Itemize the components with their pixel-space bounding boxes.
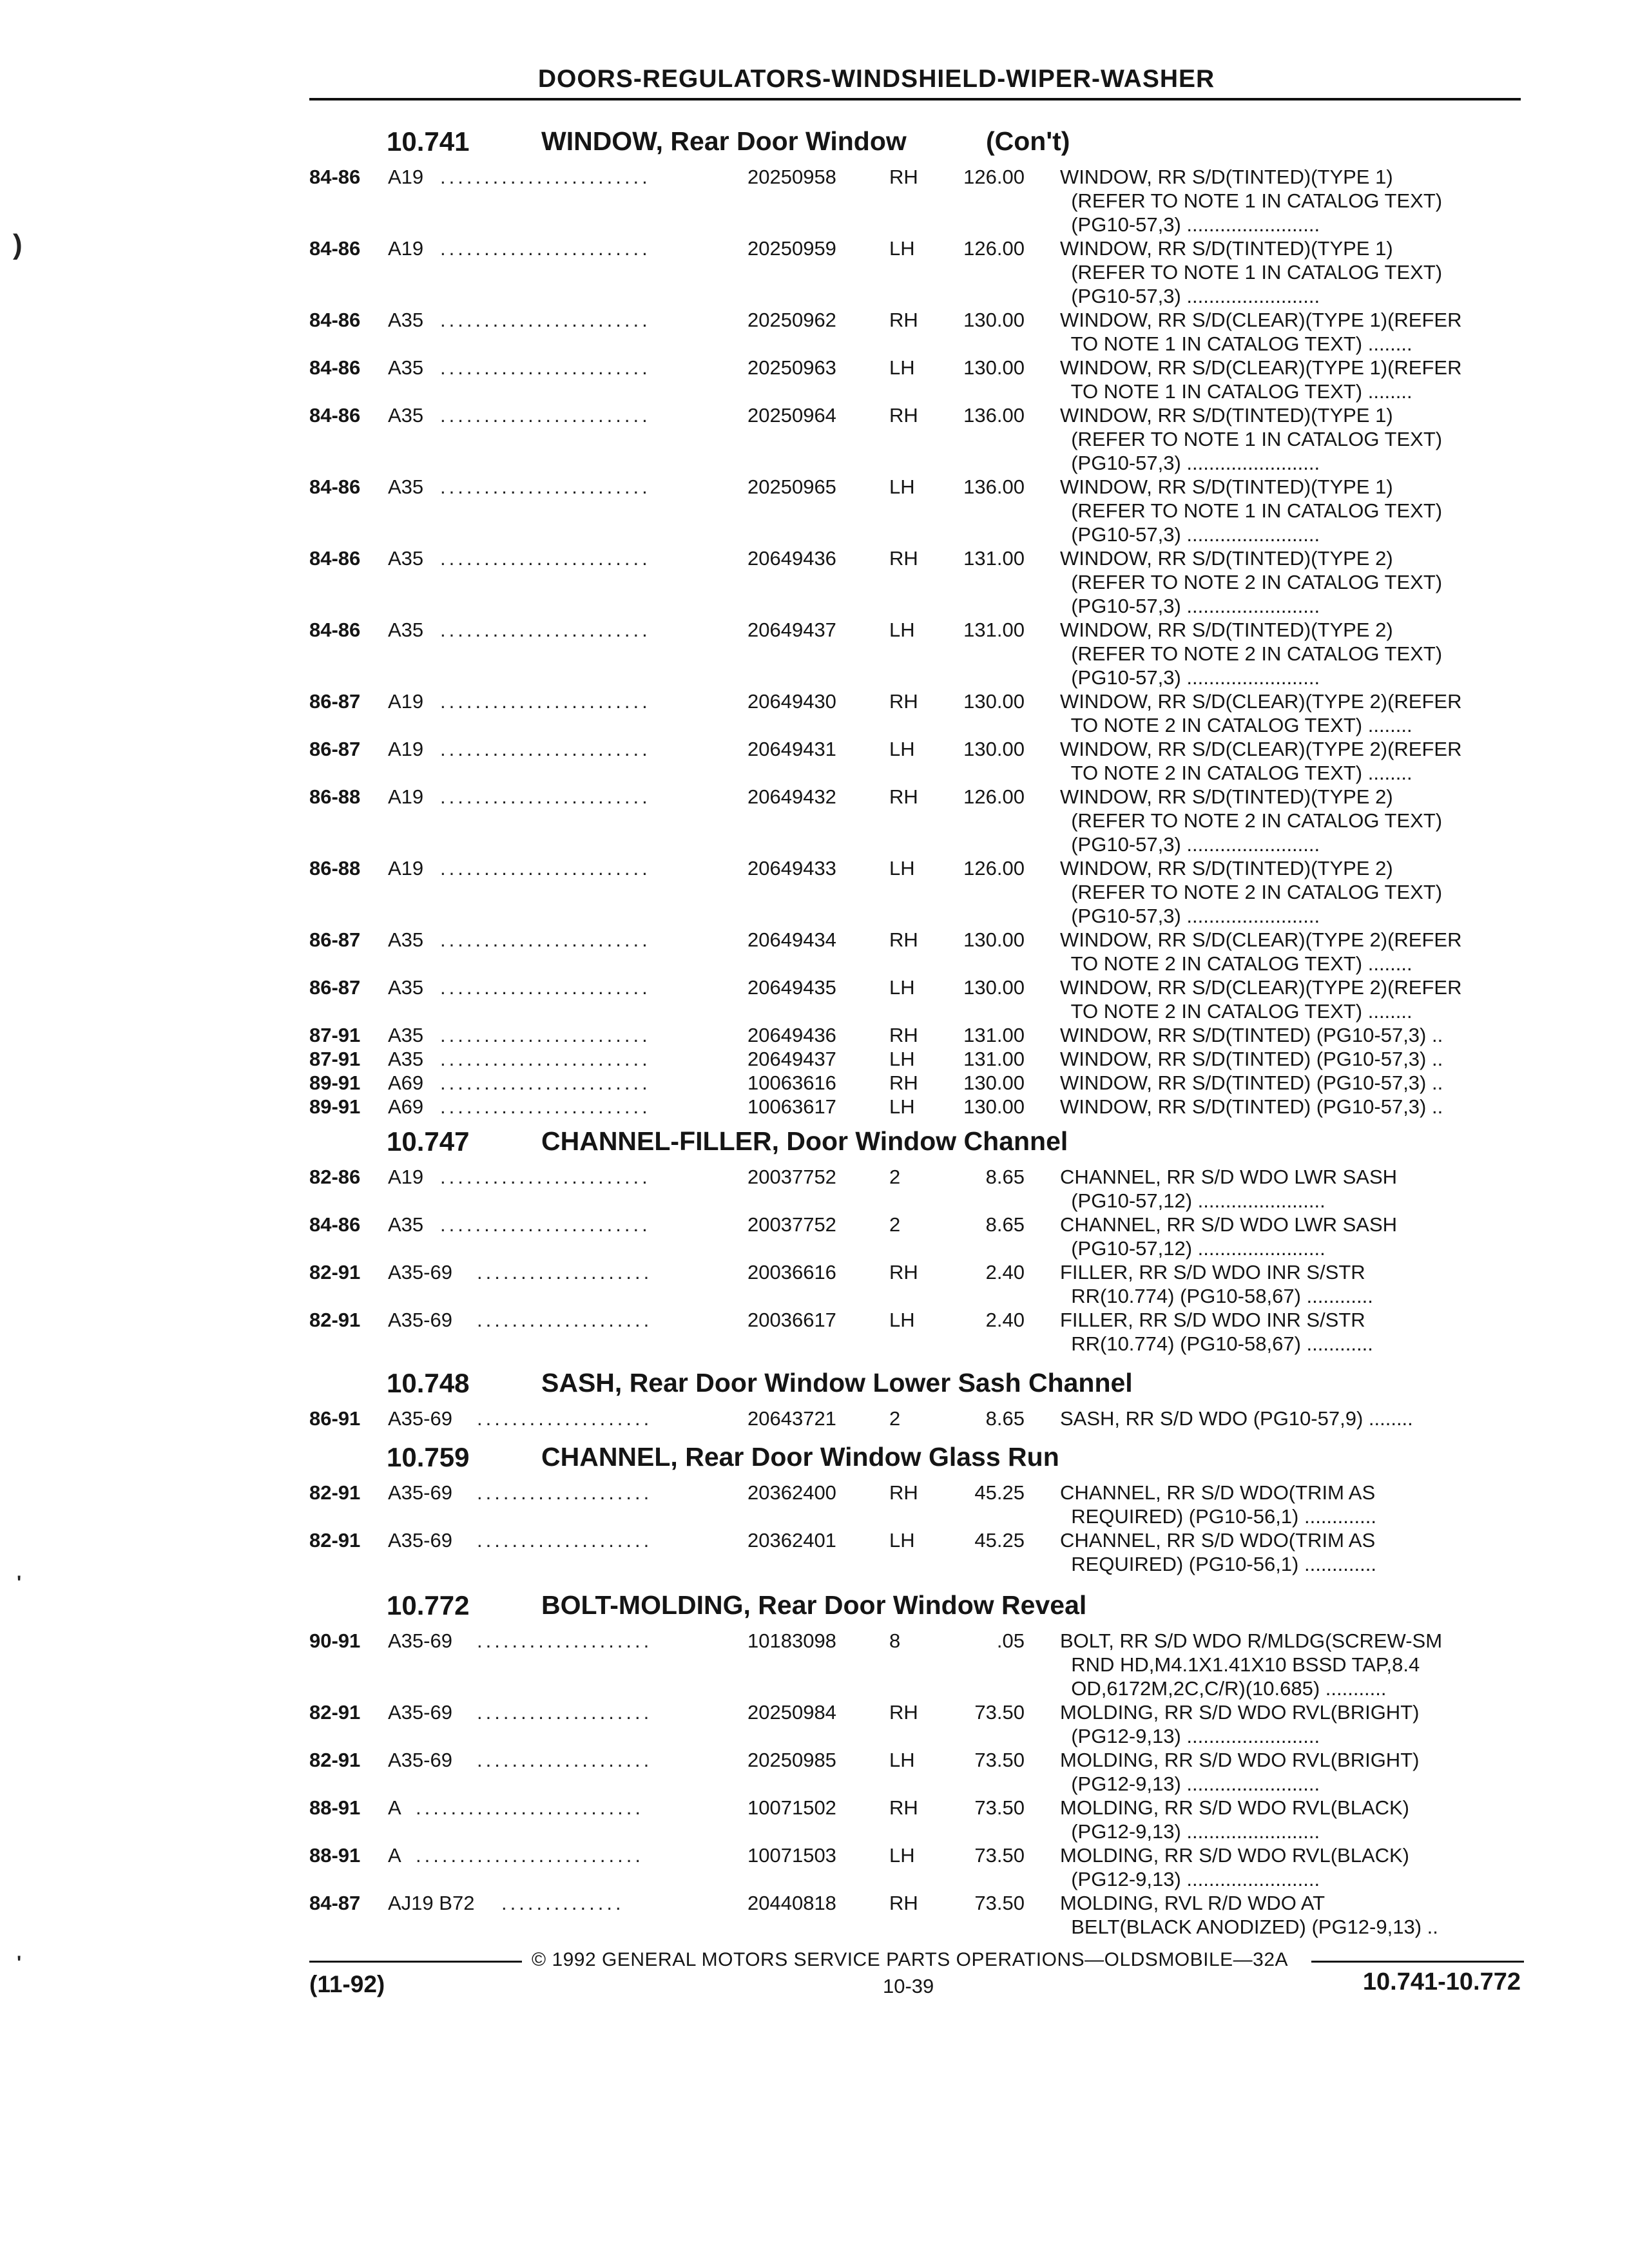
part-description: CHANNEL, RR S/D WDO(TRIM AS REQUIRED) (PG10-56,1) ............. [1060, 1481, 1376, 1528]
section-header [309, 1585, 1521, 1629]
section-number: 10.772 [387, 1590, 470, 1620]
part-number: 10071503 [747, 1844, 836, 1867]
part-row [309, 1843, 1521, 1891]
part-number: 20250958 [747, 166, 836, 188]
quantity-side: RH [889, 690, 918, 713]
leader-dots: .................... [477, 1309, 653, 1331]
model-years: 84-87 [309, 1892, 361, 1914]
part-number: 20649436 [747, 547, 836, 570]
part-description: WINDOW, RR S/D(CLEAR)(TYPE 2)(REFER TO NOTE 2 IN CATALOG TEXT) ........ [1060, 928, 1462, 975]
copyright-text: © 1992 GENERAL MOTORS SERVICE PARTS OPERATIONS—OLDSMOBILE—32A [532, 1949, 1289, 1970]
part-description: MOLDING, RVL R/D WDO AT BELT(BLACK ANODIZED) (PG12-9,13) .. [1060, 1892, 1438, 1938]
leader-dots: ........................ [440, 309, 651, 331]
model-years: 82-86 [309, 1166, 361, 1188]
part-description: WINDOW, RR S/D(CLEAR)(TYPE 2)(REFER TO NOTE 2 IN CATALOG TEXT) ........ [1060, 690, 1462, 736]
leader-dots: ........................ [440, 857, 651, 879]
part-row [309, 1891, 1521, 1939]
part-row [309, 1528, 1521, 1576]
model-code: A35-69 [388, 1629, 452, 1652]
quantity-side: LH [889, 1749, 915, 1771]
leader-dots: ........................ [440, 690, 651, 713]
part-row [309, 165, 1521, 236]
part-number: 20250964 [747, 404, 836, 427]
leader-dots: ........................ [440, 476, 651, 498]
part-row [309, 1095, 1521, 1119]
leader-dots: .................... [477, 1629, 653, 1652]
quantity-side: RH [889, 1072, 918, 1094]
part-number: 10063616 [747, 1072, 836, 1094]
model-years: 86-88 [309, 857, 361, 879]
part-number: 20649432 [747, 785, 836, 808]
section-number: 10.748 [387, 1368, 470, 1398]
leader-dots: ........................ [440, 237, 651, 260]
catalog-section [309, 121, 1521, 1119]
part-row [309, 1700, 1521, 1748]
model-years: 88-91 [309, 1844, 361, 1867]
part-description: WINDOW, RR S/D(TINTED)(TYPE 2) (REFER TO NOTE 2 IN CATALOG TEXT) (PG10-57,3) ........................ [1060, 857, 1443, 927]
list-price: 2.40 [985, 1309, 1025, 1331]
section-title: BOLT-MOLDING, Rear Door Window Reveal [541, 1590, 1087, 1620]
model-code: A35-69 [388, 1529, 452, 1552]
quantity-side: RH [889, 404, 918, 427]
part-description: WINDOW, RR S/D(TINTED)(TYPE 2) (REFER TO NOTE 2 IN CATALOG TEXT) (PG10-57,3) ........................ [1060, 785, 1443, 856]
model-code: A35 [388, 619, 424, 641]
model-code: A35-69 [388, 1749, 452, 1771]
list-price: 73.50 [974, 1701, 1025, 1724]
leader-dots: .............. [501, 1892, 624, 1914]
quantity-side: LH [889, 738, 915, 760]
list-price: 130.00 [963, 309, 1025, 331]
list-price: 131.00 [963, 1024, 1025, 1046]
part-description: WINDOW, RR S/D(TINTED)(TYPE 2) (REFER TO NOTE 2 IN CATALOG TEXT) (PG10-57,3) ........................ [1060, 547, 1443, 617]
part-description: FILLER, RR S/D WDO INR S/STR RR(10.774) (PG10-58,67) ............ [1060, 1309, 1373, 1355]
part-row [309, 975, 1521, 1023]
quantity-side: LH [889, 476, 915, 498]
part-number: 20649437 [747, 1048, 836, 1070]
part-description: WINDOW, RR S/D(CLEAR)(TYPE 1)(REFER TO NOTE 1 IN CATALOG TEXT) ........ [1060, 356, 1462, 403]
list-price: 73.50 [974, 1892, 1025, 1914]
part-description: WINDOW, RR S/D(TINTED)(TYPE 1) (REFER TO NOTE 1 IN CATALOG TEXT) (PG10-57,3) ........................ [1060, 237, 1443, 307]
list-price: 8.65 [985, 1166, 1025, 1188]
quantity-side: LH [889, 619, 915, 641]
leader-dots: ........................ [440, 547, 651, 570]
model-code: A19 [388, 690, 424, 713]
model-code: A35-69 [388, 1309, 452, 1331]
model-years: 87-91 [309, 1024, 361, 1046]
part-number: 20250959 [747, 237, 836, 260]
list-price: 130.00 [963, 356, 1025, 379]
list-price: 2.40 [985, 1261, 1025, 1283]
catalog-section [309, 1437, 1521, 1576]
quantity-side: RH [889, 1481, 918, 1504]
model-code: A35-69 [388, 1261, 452, 1283]
part-row [309, 1023, 1521, 1047]
model-code: AJ19 B72 [388, 1892, 475, 1914]
list-price: 130.00 [963, 738, 1025, 760]
part-row [309, 546, 1521, 618]
header-rule [309, 98, 1521, 101]
part-description: WINDOW, RR S/D(CLEAR)(TYPE 2)(REFER TO NOTE 2 IN CATALOG TEXT) ........ [1060, 738, 1462, 784]
part-row [309, 1481, 1521, 1528]
part-row [309, 236, 1521, 308]
model-years: 84-86 [309, 166, 361, 188]
part-description: WINDOW, RR S/D(TINTED)(TYPE 1) (REFER TO NOTE 1 IN CATALOG TEXT) (PG10-57,3) ........................ [1060, 476, 1443, 546]
leader-dots: .................... [477, 1701, 653, 1724]
part-description: WINDOW, RR S/D(TINTED)(TYPE 2) (REFER TO NOTE 2 IN CATALOG TEXT) (PG10-57,3) ........................ [1060, 619, 1443, 689]
part-number: 20649431 [747, 738, 836, 760]
part-row [309, 1165, 1521, 1213]
part-description: MOLDING, RR S/D WDO RVL(BRIGHT) (PG12-9,13) ........................ [1060, 1749, 1420, 1795]
leader-dots: .................... [477, 1261, 653, 1283]
leader-dots: ........................ [440, 976, 651, 999]
model-years: 87-91 [309, 1048, 361, 1070]
part-description: CHANNEL, RR S/D WDO(TRIM AS REQUIRED) (PG10-56,1) ............. [1060, 1529, 1376, 1575]
list-price: 8.65 [985, 1407, 1025, 1430]
part-number: 10063617 [747, 1095, 836, 1118]
leader-dots: ........................ [440, 1095, 651, 1118]
leader-dots: ........................ [440, 356, 651, 379]
model-code: A35 [388, 976, 424, 999]
model-years: 82-91 [309, 1481, 361, 1504]
part-row [309, 1629, 1521, 1700]
margin-mark: ' [17, 1952, 22, 1974]
part-row [309, 1407, 1521, 1430]
model-years: 82-91 [309, 1749, 361, 1771]
model-code: A19 [388, 738, 424, 760]
part-number: 20362401 [747, 1529, 836, 1552]
part-number: 10071502 [747, 1796, 836, 1819]
list-price: 130.00 [963, 1095, 1025, 1118]
leader-dots: ........................ [440, 785, 651, 808]
leader-dots: ........................ [440, 738, 651, 760]
footer-rule-right [1311, 1961, 1524, 1963]
part-description: WINDOW, RR S/D(TINTED) (PG10-57,3) .. [1060, 1048, 1443, 1070]
part-description: WINDOW, RR S/D(CLEAR)(TYPE 2)(REFER TO NOTE 2 IN CATALOG TEXT) ........ [1060, 976, 1462, 1023]
quantity-side: LH [889, 976, 915, 999]
part-row [309, 1748, 1521, 1796]
part-row [309, 1260, 1521, 1308]
part-row [309, 689, 1521, 737]
leader-dots: ........................ [440, 1024, 651, 1046]
list-price: 126.00 [963, 857, 1025, 879]
section-number: 10.759 [387, 1442, 470, 1472]
part-description: MOLDING, RR S/D WDO RVL(BLACK) (PG12-9,13) ........................ [1060, 1844, 1410, 1890]
leader-dots: ........................ [440, 404, 651, 427]
part-number: 20440818 [747, 1892, 836, 1914]
list-price: 45.25 [974, 1481, 1025, 1504]
part-number: 20250984 [747, 1701, 836, 1724]
model-code: A35 [388, 928, 424, 951]
model-years: 84-86 [309, 619, 361, 641]
leader-dots: ........................ [440, 619, 651, 641]
model-code: A35 [388, 1213, 424, 1236]
model-years: 82-91 [309, 1529, 361, 1552]
quantity-side: 2 [889, 1213, 901, 1236]
section-header [309, 1437, 1521, 1481]
quantity-side: LH [889, 1095, 915, 1118]
part-description: BOLT, RR S/D WDO R/MLDG(SCREW-SM RND HD,M4.1X1.41X10 BSSD TAP,8.4 OD,6172M,2C,C/R)(10.685) ........... [1060, 1629, 1443, 1700]
list-price: 130.00 [963, 1072, 1025, 1094]
list-price: 73.50 [974, 1749, 1025, 1771]
leader-dots: ........................ [440, 1213, 651, 1236]
list-price: 126.00 [963, 237, 1025, 260]
section-title: WINDOW, Rear Door Window [541, 126, 907, 156]
model-code: A35-69 [388, 1481, 452, 1504]
part-row [309, 1047, 1521, 1071]
model-years: 84-86 [309, 1213, 361, 1236]
list-price: 8.65 [985, 1213, 1025, 1236]
page-number: 10-39 [883, 1975, 934, 1997]
part-number: 20649435 [747, 976, 836, 999]
section-continued: (Con't) [986, 126, 1070, 156]
section-header [309, 121, 1521, 165]
quantity-side: RH [889, 166, 918, 188]
footer-rule-left [309, 1961, 522, 1963]
list-price: 131.00 [963, 619, 1025, 641]
model-years: 86-87 [309, 976, 361, 999]
list-price: 136.00 [963, 476, 1025, 498]
model-years: 86-87 [309, 690, 361, 713]
part-description: WINDOW, RR S/D(TINTED)(TYPE 1) (REFER TO NOTE 1 IN CATALOG TEXT) (PG10-57,3) ........................ [1060, 166, 1443, 236]
part-row [309, 1308, 1521, 1356]
list-price: .05 [996, 1629, 1025, 1652]
model-code: A35-69 [388, 1701, 452, 1724]
part-description: WINDOW, RR S/D(CLEAR)(TYPE 1)(REFER TO NOTE 1 IN CATALOG TEXT) ........ [1060, 309, 1462, 355]
model-years: 89-91 [309, 1072, 361, 1094]
catalog-section [309, 1585, 1521, 1939]
quantity-side: RH [889, 1701, 918, 1724]
model-years: 86-88 [309, 785, 361, 808]
quantity-side: RH [889, 1796, 918, 1819]
quantity-side: LH [889, 857, 915, 879]
part-number: 20037752 [747, 1166, 836, 1188]
model-years: 86-87 [309, 928, 361, 951]
part-description: MOLDING, RR S/D WDO RVL(BLACK) (PG12-9,13) ........................ [1060, 1796, 1410, 1843]
model-years: 88-91 [309, 1796, 361, 1819]
page-footer [309, 1949, 1521, 2026]
leader-dots: ........................ [440, 1072, 651, 1094]
part-number: 20649430 [747, 690, 836, 713]
list-price: 136.00 [963, 404, 1025, 427]
list-price: 126.00 [963, 166, 1025, 188]
model-code: A35 [388, 1024, 424, 1046]
part-number: 20649436 [747, 1024, 836, 1046]
model-code: A19 [388, 1166, 424, 1188]
model-code: A35 [388, 547, 424, 570]
part-description: WINDOW, RR S/D(TINTED) (PG10-57,3) .. [1060, 1095, 1443, 1118]
part-row [309, 1796, 1521, 1843]
part-description: WINDOW, RR S/D(TINTED)(TYPE 1) (REFER TO NOTE 1 IN CATALOG TEXT) (PG10-57,3) ........................ [1060, 404, 1443, 474]
part-description: WINDOW, RR S/D(TINTED) (PG10-57,3) .. [1060, 1024, 1443, 1046]
part-row [309, 403, 1521, 475]
part-description: MOLDING, RR S/D WDO RVL(BRIGHT) (PG12-9,13) ........................ [1060, 1701, 1420, 1747]
model-code: A35 [388, 356, 424, 379]
part-number: 20362400 [747, 1481, 836, 1504]
quantity-side: 2 [889, 1407, 901, 1430]
quantity-side: LH [889, 1529, 915, 1552]
model-years: 82-91 [309, 1701, 361, 1724]
model-years: 84-86 [309, 404, 361, 427]
part-row [309, 928, 1521, 975]
quantity-side: RH [889, 1024, 918, 1046]
quantity-side: RH [889, 1892, 918, 1914]
list-price: 73.50 [974, 1796, 1025, 1819]
list-price: 126.00 [963, 785, 1025, 808]
part-number: 20036616 [747, 1261, 836, 1283]
part-row [309, 1213, 1521, 1260]
quantity-side: RH [889, 785, 918, 808]
leader-dots: ........................ [440, 166, 651, 188]
part-row [309, 785, 1521, 856]
part-number: 20250985 [747, 1749, 836, 1771]
part-number: 20250963 [747, 356, 836, 379]
list-price: 130.00 [963, 928, 1025, 951]
part-description: CHANNEL, RR S/D WDO LWR SASH (PG10-57,12) ....................... [1060, 1166, 1398, 1212]
model-code: A35-69 [388, 1407, 452, 1430]
list-price: 130.00 [963, 690, 1025, 713]
quantity-side: 2 [889, 1166, 901, 1188]
model-code: A19 [388, 857, 424, 879]
part-number: 20036617 [747, 1309, 836, 1331]
model-code: A19 [388, 785, 424, 808]
model-years: 84-86 [309, 237, 361, 260]
section-header [309, 1121, 1521, 1165]
quantity-side: LH [889, 356, 915, 379]
model-years: 82-91 [309, 1261, 361, 1283]
page-title: DOORS-REGULATORS-WINDSHIELD-WIPER-WASHER [537, 65, 1215, 93]
section-number: 10.741 [387, 126, 470, 157]
leader-dots: .................... [477, 1529, 653, 1552]
model-code: A35 [388, 476, 424, 498]
model-code: A35 [388, 404, 424, 427]
part-number: 20643721 [747, 1407, 836, 1430]
part-row [309, 856, 1521, 928]
part-row [309, 475, 1521, 546]
part-number: 20250962 [747, 309, 836, 331]
model-years: 84-86 [309, 547, 361, 570]
model-years: 84-86 [309, 476, 361, 498]
quantity-side: RH [889, 309, 918, 331]
revision-date: (11-92) [309, 1971, 385, 1997]
part-description: SASH, RR S/D WDO (PG10-57,9) ........ [1060, 1407, 1413, 1430]
part-description: CHANNEL, RR S/D WDO LWR SASH (PG10-57,12) ....................... [1060, 1213, 1398, 1260]
model-years: 84-86 [309, 309, 361, 331]
model-code: A [388, 1796, 401, 1819]
page-header [309, 64, 1521, 101]
catalog-section [309, 1363, 1521, 1430]
section-title: SASH, Rear Door Window Lower Sash Channel [541, 1368, 1133, 1398]
model-code: A35 [388, 1048, 424, 1070]
part-number: 20649434 [747, 928, 836, 951]
model-years: 86-91 [309, 1407, 361, 1430]
quantity-side: LH [889, 1048, 915, 1070]
part-number: 20649437 [747, 619, 836, 641]
model-code: A19 [388, 166, 424, 188]
quantity-side: RH [889, 1261, 918, 1283]
quantity-side: LH [889, 237, 915, 260]
part-number: 20649433 [747, 857, 836, 879]
leader-dots: .................... [477, 1407, 653, 1430]
model-years: 89-91 [309, 1095, 361, 1118]
list-price: 131.00 [963, 547, 1025, 570]
part-row [309, 618, 1521, 689]
section-title: CHANNEL-FILLER, Door Window Channel [541, 1126, 1068, 1156]
model-code: A35 [388, 309, 424, 331]
leader-dots: .......................... [416, 1844, 644, 1867]
model-code: A69 [388, 1095, 424, 1118]
leader-dots: .......................... [416, 1796, 644, 1819]
part-row [309, 1071, 1521, 1095]
part-description: WINDOW, RR S/D(TINTED) (PG10-57,3) .. [1060, 1072, 1443, 1094]
leader-dots: .................... [477, 1749, 653, 1771]
part-row [309, 356, 1521, 403]
list-price: 73.50 [974, 1844, 1025, 1867]
part-row [309, 737, 1521, 785]
model-years: 86-87 [309, 738, 361, 760]
model-code: A69 [388, 1072, 424, 1094]
model-years: 82-91 [309, 1309, 361, 1331]
quantity-side: 8 [889, 1629, 901, 1652]
leader-dots: ........................ [440, 1166, 651, 1188]
quantity-side: LH [889, 1309, 915, 1331]
margin-mark: ) [13, 229, 23, 260]
section-title: CHANNEL, Rear Door Window Glass Run [541, 1442, 1059, 1472]
part-row [309, 308, 1521, 356]
leader-dots: ........................ [440, 1048, 651, 1070]
part-number: 20250965 [747, 476, 836, 498]
leader-dots: .................... [477, 1481, 653, 1504]
list-price: 130.00 [963, 976, 1025, 999]
model-code: A19 [388, 237, 424, 260]
model-years: 84-86 [309, 356, 361, 379]
leader-dots: ........................ [440, 928, 651, 951]
quantity-side: LH [889, 1844, 915, 1867]
quantity-side: RH [889, 547, 918, 570]
section-header [309, 1363, 1521, 1407]
margin-mark: ' [17, 1572, 22, 1593]
section-number: 10.747 [387, 1126, 470, 1157]
list-price: 45.25 [974, 1529, 1025, 1552]
quantity-side: RH [889, 928, 918, 951]
model-code: A [388, 1844, 401, 1867]
part-number: 20037752 [747, 1213, 836, 1236]
part-number: 10183098 [747, 1629, 836, 1652]
section-range: 10.741-10.772 [1362, 1968, 1521, 1995]
part-description: FILLER, RR S/D WDO INR S/STR RR(10.774) (PG10-58,67) ............ [1060, 1261, 1373, 1307]
catalog-section [309, 1121, 1521, 1356]
model-years: 90-91 [309, 1629, 361, 1652]
list-price: 131.00 [963, 1048, 1025, 1070]
